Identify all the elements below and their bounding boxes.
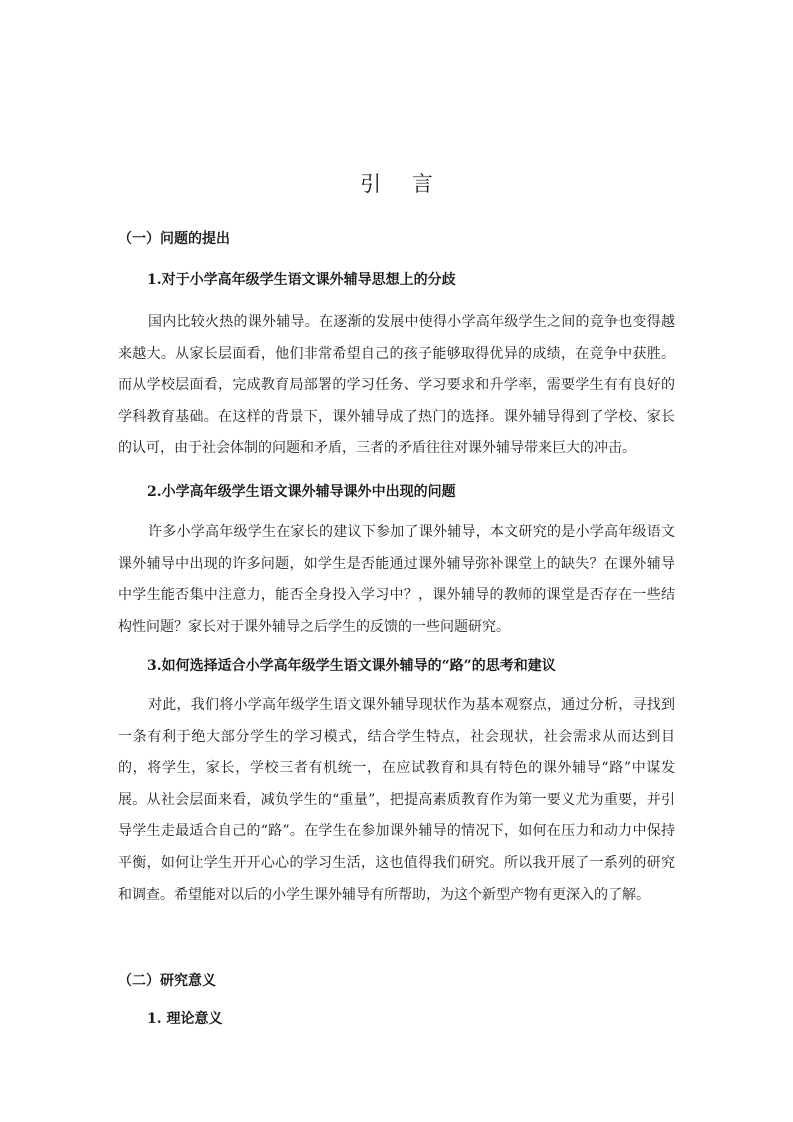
page-title: 引 言 [360,172,445,196]
paragraph-3: 对此，我们将小学高年级学生语文课外辅导现状作为基本观察点，通过分析，寻找到一条有利于绝大部分学生的学习模式，结合学生特点，社会现状，社会需求从而达到目的，将学生，家长，学校三者有机统一，在应试教育和具有特色的课外辅导“路”中谋发展。从社会层面来看，减负学生的“重量”，把提高素质教育作为第一要义尤为重要，并引导学生走最适合自己的“路”。在学生在参加课外辅导的情况下，如何在压力和动力中保持平衡，如何让学生开开心心的学习生活，这也值得我们研究。所以我开展了一系列的研究和调查。希望能对以后的小学生课外辅导有所帮助，为这个新型产物有更深入的了解。 [118,697,675,903]
section-heading-problem: （一）问题的提出 [118,231,230,247]
subsection-heading-3: 3.如何选择适合小学高年级学生语文课外辅导的“路”的思考和建议 [147,658,556,674]
subsection-heading-1: 1.对于小学高年级学生语文课外辅导思想上的分歧 [147,272,456,288]
subsection-heading-theory: 1. 理论意义 [147,1011,223,1027]
section-heading-significance: （二）研究意义 [118,973,216,989]
paragraph-2: 许多小学高年级学生在家长的建议下参加了课外辅导，本文研究的是小学高年级语文课外辅导中出现的许多问题，如学生是否能通过课外辅导弥补课堂上的缺失？在课外辅导中学生能否集中注意力，能否全身投入学习中？，课外辅导的教师的课堂是否存在一些结构性问题？家长对于课外辅导之后学生的反馈的一些问题研究。 [118,524,675,635]
paragraph-1: 国内比较火热的课外辅导。在逐渐的发展中使得小学高年级学生之间的竞争也变得越来越大。从家长层面看，他们非常希望自己的孩子能够取得优异的成绩，在竞争中获胜。而从学校层面看，完成教育局部署的学习任务、学习要求和升学率，需要学生有有良好的学科教育基础。在这样的背景下，课外辅导成了热门的选择。课外辅导得到了学校、家长的认可，由于社会体制的问题和矛盾，三者的矛盾往往对课外辅导带来巨大的冲击。 [118,314,675,457]
subsection-heading-2: 2.小学高年级学生语文课外辅导课外中出现的问题 [147,484,456,500]
